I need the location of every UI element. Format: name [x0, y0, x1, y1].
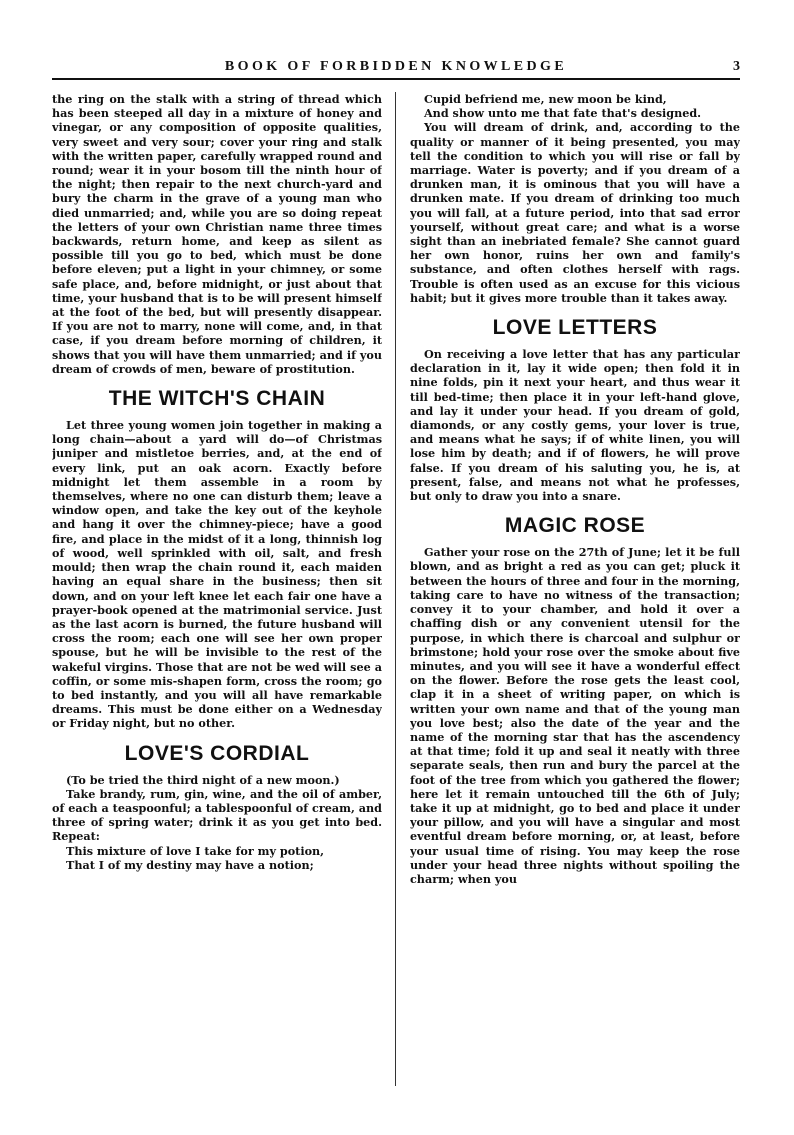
incantation-verse-part-2: [410, 92, 740, 120]
verse-line: Cupid befriend me, new moon be kind,: [424, 92, 667, 106]
magic-rose-paragraph: Gather your rose on the 27th of June; let it be full blown, and as bright a red as you can get; pluck it between the hours of three and four in the morning, taking care to have no witness of the transaction; convey it to your chamber, and hold it over a chaffing dish or any convenient utensil for the purpose, in which there is charcoal and sulphur or brimstone; hold your rose over the smoke about five minutes, and you will see it have a wonderful effect on the flower. Before the rose gets the least cool, clap it in a sheet of writing paper, on which is written your own name and that of the young man you love best; also the date of the year and the name of the morning star that has the ascendency at that time; fold it up and seal it neatly with three separate seals, then run and bury the parcel at the foot of the tree from which you gathered the flower; here let it remain untouched till the 6th of July; take it up at midnight, go to bed and place it under your pillow, and you will have a singular and most eventful dream before morning, or, at least, before your usual time of rising. You may keep the rose under your head three nights without spoiling the charm; when you: [410, 545, 740, 886]
love-letters-paragraph: On receiving a love letter that has any particular declaration in it, lay it wide open; then fold it in nine folds, pin it next your heart, and thus wear it till bed-time; then place it in your left-hand glove, and lay it under your head. If you dream of gold, diamonds, or any costly gems, your lover is true, and means what he says; if of white linen, you will lose him by death; and if of flowers, he will prove false. If you dream of his saluting you, he is, at present, false, and means not what he professes, but only to draw you into a snare.: [410, 347, 740, 504]
page-number: 3: [733, 59, 740, 74]
incantation-verse-part-1: [52, 844, 382, 872]
section-heading-loves-cordial: LOVE'S CORDIAL: [124, 741, 310, 765]
loves-cordial-intro: (To be tried the third night of a new moon.): [66, 772, 340, 787]
continued-paragraph: the ring on the stalk with a string of thread which has been steeped all day in a mixture of honey and vinegar, or any composition of opposite qualities, very sweet and very sour; cover your ring and stalk with the written paper, carefully wrapped round and round; wear it in your bosom till the ninth hour of the night; then repair to the next church-yard and bury the charm in the grave of a young man who died unmarried; and, while you are so doing repeat the letters of your own Christian name three times backwards, return home, and keep as silent as possible till you go to bed, which must be done before eleven; put a light in your chimney, or some safe place, and, before midnight, or just about that time, your husband that is to be will present himself at the foot of the bed, but will presently disappear. If you are not to marry, none will come, and, in that case, if you dream before morning of children, it shows that you will have them unmarried; and if you dream of crowds of men, beware of prostitution.: [52, 92, 382, 376]
section-heading-love-letters: LOVE LETTERS: [492, 316, 658, 340]
right-column: [410, 92, 740, 1086]
witchs-chain-paragraph: Let three young women join together in making a long chain—about a yard will do—of Christmas juniper and mistletoe berries, and, at the end of every link, put an oak acorn. Exactly before midnight let them assemble in a room by themselves, where no one can disturb them; leave a window open, and take the key out of the keyhole and hang it over the chimney-piece; have a good fire, and place in the midst of it a long, thinnish log of wood, well sprinkled with oil, salt, and fresh mould; then wrap the chain round it, each maiden having an equal share in the business; then sit down, and on your left knee let each fair one have a prayer-book opened at the matrimonial service. Just as the last acorn is burned, the future husband will cross the room; each one will see her own proper spouse, but he will be invisible to the rest of the wakeful virgins. Those that are not be wed will see a coffin, or some mis-shapen form, cross the room; go to bed instantly, and you will all have remarkable dreams. This must be done either on a Wednesday or Friday night, but no other.: [52, 418, 382, 731]
left-column: [52, 92, 382, 1086]
section-heading-witchs-chain: THE WITCH'S CHAIN: [108, 387, 326, 411]
book-page: [52, 56, 740, 1086]
running-header: [52, 56, 740, 80]
verse-line: This mixture of love I take for my potion,: [66, 843, 325, 858]
verse-line: That I of my destiny may have a notion;: [66, 857, 314, 872]
verse-line: And show unto me that fate that's designed.: [424, 106, 702, 121]
dream-of-drink-paragraph: You will dream of drink, and, according to the quality or manner of it being presented, you may tell the condition to which you will rise or fall by marriage. Water is poverty; and if you dream of a drunken man, it is ominous that you will have a drunken mate. If you dream of drinking too much you will fall, at a future period, into that sad error yourself, without great care; and what is a worse sight than an inebriated female? She cannot guard her own honor, ruins her own and family's substance, and often clothes herself with rags. Trouble is often used as an excuse for this vicious habit; but it gives more trouble than it takes away.: [410, 120, 740, 305]
text-columns: [52, 92, 740, 1086]
column-divider: [395, 92, 396, 1086]
loves-cordial-paragraph: Take brandy, rum, gin, wine, and the oil of amber, of each a teaspoonful; a tablespoonful of cream, and three of spring water; drink it as you get into bed. Repeat:: [52, 786, 382, 844]
book-title: BOOK OF FORBIDDEN KNOWLEDGE: [224, 59, 568, 74]
section-heading-magic-rose: MAGIC ROSE: [504, 514, 646, 538]
